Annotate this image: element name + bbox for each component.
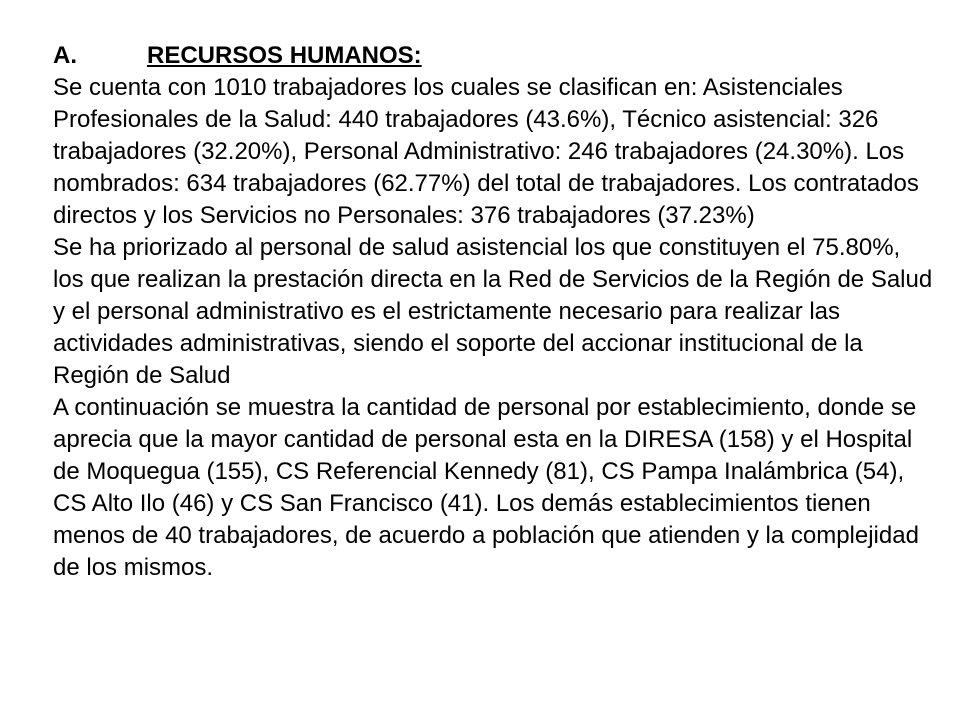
paragraph-staff-summary: Se cuenta con 1010 trabajadores los cuales se clasifican en: Asistenciales Profesionales de la Salud: 440 trabajadores (43.6%), Técnico asistencial: 326 trabajadores (32.20%), Personal Administrativo: 246 trabajadores (24.30%). Los nombrados: 634 trabajadores (62.77%) del total de trabajadores. Los contratados directos y los Servicios no Personales: 376 trabajadores (37.23%): [53, 74, 919, 229]
section-heading: [53, 40, 933, 72]
paragraph-prioritization: Se ha priorizado al personal de salud asistencial los que constituyen el 75.80%, los que realizan la prestación directa en la Red de Servicios de la Región de Salud y el personal administrativo es el estrictamente necesario para realizar las actividades administrativas, siendo el soporte del accionar institucional de la Región de Salud: [53, 234, 933, 389]
paragraph-establishments: A continuación se muestra la cantidad de personal por establecimiento, donde se aprecia que la mayor cantidad de personal esta en la DIRESA (158) y el Hospital de Moquegua (155), CS Referencial Kennedy (81), CS Pampa Inalámbrica (54), CS Alto Ilo (46) y CS San Francisco (41). Los demás establecimientos tienen menos de 40 trabajadores, de acuerdo a población que atienden y la complejidad de los mismos.: [53, 394, 919, 581]
slide-content: [53, 40, 933, 584]
section-title: RECURSOS HUMANOS:: [147, 42, 422, 69]
section-letter: A.: [53, 42, 77, 69]
